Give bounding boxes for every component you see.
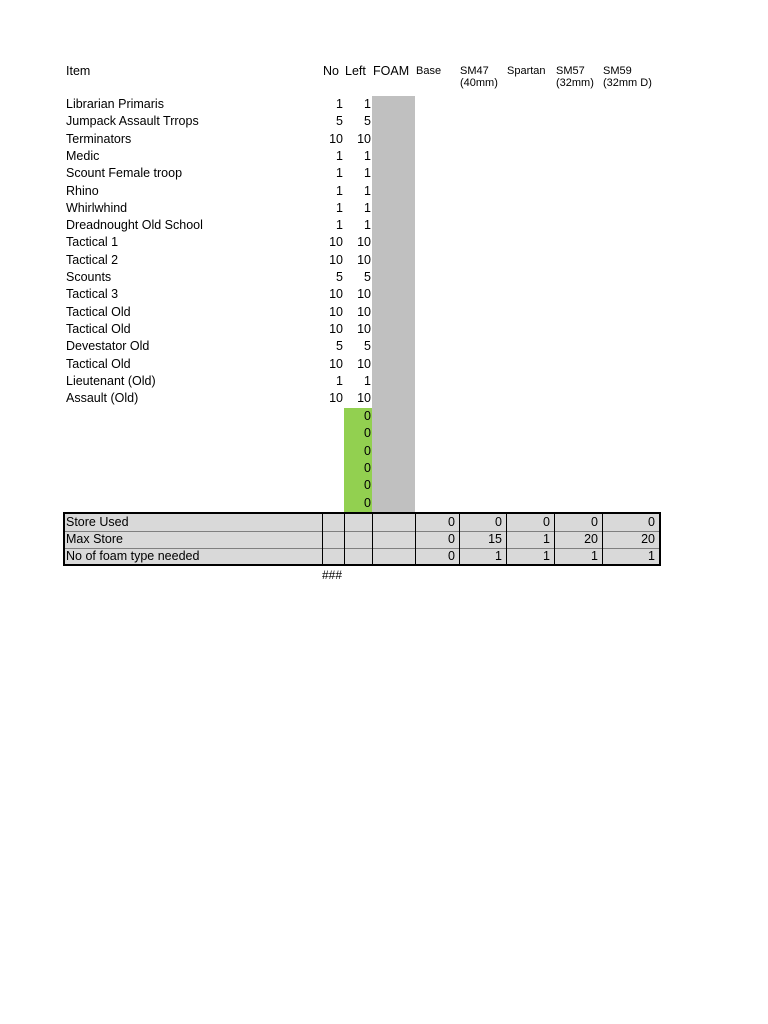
item-left: 10	[357, 304, 371, 319]
header-spartan: Spartan	[507, 65, 546, 77]
header-foam: FOAM	[373, 64, 410, 78]
item-name: Devestator Old	[66, 339, 150, 354]
item-no: 10	[329, 252, 343, 267]
item-no: 10	[329, 304, 343, 319]
item-left: 1	[364, 200, 371, 215]
item-left: 1	[364, 97, 371, 111]
empty-left-value: 0	[364, 409, 371, 423]
item-name: Lieutenant (Old)	[66, 373, 156, 388]
summary-label: No of foam type needed	[66, 549, 200, 563]
item-name: Medic	[66, 148, 100, 163]
summary-gridline	[344, 514, 345, 564]
item-left: 10	[357, 321, 371, 336]
item-name: Tactical 3	[66, 287, 119, 302]
summary-spartan-value: 1	[543, 549, 550, 563]
header-sm47-line1: SM47	[460, 65, 489, 77]
header-sm57-line2: (32mm)	[556, 77, 594, 89]
item-name: Tactical Old	[66, 321, 131, 336]
item-name: Rhino	[66, 183, 99, 198]
item-no: 5	[336, 270, 343, 284]
summary-table	[63, 512, 661, 566]
header-sm59-line1: SM59	[603, 65, 632, 77]
header-sm47-line2: (40mm)	[460, 77, 498, 89]
item-no: 10	[329, 321, 343, 336]
summary-sm59-value: 1	[648, 549, 655, 563]
foam-column-fill	[372, 96, 415, 513]
summary-sm59-value: 0	[648, 515, 655, 529]
summary-gridline	[322, 514, 323, 564]
item-no: 1	[336, 148, 343, 163]
item-left: 10	[357, 391, 371, 406]
item-name: Tactical Old	[66, 304, 131, 319]
item-no: 1	[336, 373, 343, 388]
summary-label: Max Store	[66, 532, 123, 546]
item-left: 1	[364, 183, 371, 198]
item-no: 10	[329, 235, 343, 250]
summary-sm57-value: 1	[591, 549, 598, 563]
item-name: Tactical 2	[66, 252, 119, 267]
item-name: Tactical 1	[66, 235, 119, 250]
summary-gridline	[372, 514, 373, 564]
summary-sm57-value: 0	[591, 515, 598, 529]
summary-sm47-value: 15	[488, 532, 502, 546]
summary-sm59-value: 20	[641, 532, 655, 546]
item-left: 10	[357, 252, 371, 267]
item-left: 10	[357, 131, 371, 146]
header-no: No	[323, 64, 339, 78]
summary-sm57-value: 20	[584, 532, 598, 546]
header-sm47	[460, 65, 498, 89]
item-left: 1	[364, 373, 371, 388]
item-no: 5	[336, 339, 343, 354]
empty-left-value: 0	[364, 495, 371, 510]
item-no: 1	[336, 200, 343, 215]
item-no: 1	[336, 183, 343, 198]
header-sm59-line2: (32mm D)	[603, 77, 652, 89]
overflow-marker: ###	[322, 568, 343, 582]
item-no: 1	[336, 166, 343, 181]
item-name: Whirlwhind	[66, 200, 128, 215]
item-no: 10	[329, 287, 343, 302]
header-sm57-line1: SM57	[556, 65, 585, 77]
summary-spartan-value: 0	[543, 515, 550, 529]
item-no: 1	[336, 218, 343, 233]
item-left: 10	[357, 287, 371, 302]
item-no: 10	[329, 356, 343, 371]
item-left: 1	[364, 218, 371, 233]
item-left: 10	[357, 235, 371, 250]
summary-label: Store Used	[66, 515, 129, 529]
item-left: 5	[364, 339, 371, 354]
header-sm57	[556, 65, 594, 89]
header-base: Base	[416, 65, 442, 77]
item-left: 1	[364, 148, 371, 163]
item-no: 10	[329, 131, 343, 146]
item-name: Dreadnought Old School	[66, 218, 203, 233]
item-left: 10	[357, 356, 371, 371]
item-no: 5	[336, 114, 343, 129]
item-no: 1	[336, 97, 343, 111]
item-name: Terminators	[66, 131, 132, 146]
item-left: 5	[364, 270, 371, 284]
header-sm59	[603, 65, 652, 89]
item-name: Tactical Old	[66, 356, 131, 371]
summary-base-value: 0	[448, 549, 455, 563]
summary-base-value: 0	[448, 532, 455, 546]
item-name: Scount Female troop	[66, 166, 183, 181]
item-name: Scounts	[66, 270, 112, 284]
item-name: Librarian Primaris	[66, 97, 164, 111]
empty-left-value: 0	[364, 478, 371, 493]
item-name: Jumpack Assault Trrops	[66, 114, 199, 129]
item-left: 5	[364, 114, 371, 129]
summary-spartan-value: 1	[543, 532, 550, 546]
summary-sm47-value: 0	[495, 515, 502, 529]
header-left: Left	[345, 64, 366, 78]
item-no: 10	[329, 391, 343, 406]
item-left: 1	[364, 166, 371, 181]
empty-left-value: 0	[364, 426, 371, 441]
header-item: Item	[66, 64, 91, 78]
empty-left-value: 0	[364, 443, 371, 458]
summary-base-value: 0	[448, 515, 455, 529]
item-name: Assault (Old)	[66, 391, 139, 406]
summary-sm47-value: 1	[495, 549, 502, 563]
empty-left-value: 0	[364, 460, 371, 475]
